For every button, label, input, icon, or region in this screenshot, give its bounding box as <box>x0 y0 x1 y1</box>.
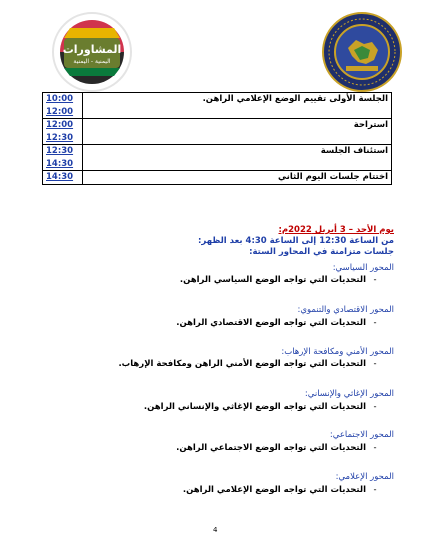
axis-title: المحور الإعلامي: <box>335 472 394 482</box>
consultations-logo <box>52 12 132 92</box>
time-cell <box>43 93 83 119</box>
time-cell <box>43 171 83 185</box>
table-row <box>43 119 392 145</box>
bullet-marker: - <box>373 359 377 369</box>
logo-title: المشاورات <box>62 43 122 56</box>
axis-item-text: التحديات التي تواجه الوضع الإغاثي والإنساني الراهن. <box>143 402 366 412</box>
schedule-table <box>42 92 392 185</box>
day-heading: يوم الأحد – 3 أبريل 2022م: <box>278 225 394 235</box>
bullet-marker: - <box>373 443 377 453</box>
bullet-marker: - <box>373 402 377 412</box>
table-row <box>43 171 392 185</box>
axis-item <box>176 443 384 454</box>
axis-item <box>144 402 384 413</box>
logo-subtitle: اليمنية - اليمنية <box>73 58 111 65</box>
axis-title: المحور الإغاثي والإنساني: <box>304 389 394 399</box>
axis-item <box>183 485 384 496</box>
time-to: 12:30 <box>46 132 74 143</box>
axis-item-text: التحديات التي تواجه الوضع الاجتماعي الراهن. <box>176 443 366 453</box>
activity-cell: استراحة <box>83 119 392 145</box>
bullet-marker: - <box>373 318 377 328</box>
axis-title: المحور الاجتماعي: <box>329 430 394 440</box>
axis-item-text: التحديات التي تواجه الوضع الاقتصادي الراهن. <box>176 318 366 328</box>
page-number: 4 <box>213 526 218 534</box>
time-from: 12:00 <box>46 120 74 130</box>
time-from: 14:30 <box>46 172 74 182</box>
axis-item <box>176 318 384 329</box>
activity-cell: اختتام جلسات اليوم الثاني <box>83 171 392 185</box>
axis-item-text: التحديات التي تواجه الوضع السياسي الراهن. <box>179 275 366 285</box>
bullet-marker: - <box>373 485 377 495</box>
time-to: 12:00 <box>46 106 74 117</box>
sessions-intro: جلسات متزامنة في المحاور الستة: <box>249 247 394 257</box>
table-row <box>43 93 392 119</box>
gcc-emblem-logo <box>322 12 402 92</box>
axis-title: المحور السياسي: <box>332 263 394 273</box>
time-cell <box>43 145 83 171</box>
time-to: 14:30 <box>46 158 74 169</box>
activity-cell: الجلسة الأولى تقييم الوضع الإعلامي الراهن. <box>83 93 392 119</box>
time-from: 10:00 <box>46 94 74 104</box>
activity-cell: استئناف الجلسة <box>83 145 392 171</box>
axis-title: المحور الاقتصادي والتنموي: <box>297 305 394 315</box>
axis-title: المحور الأمني ومكافحة الإرهاب: <box>281 347 394 357</box>
table-row <box>43 145 392 171</box>
axis-item <box>180 275 384 286</box>
bullet-marker: - <box>373 275 377 285</box>
time-range: من الساعة 12:30 إلى الساعة 4:30 بعد الظهر: <box>198 236 394 246</box>
time-cell <box>43 119 83 145</box>
axis-item-text: التحديات التي تواجه الوضع الإعلامي الراهن. <box>182 485 366 495</box>
time-from: 12:30 <box>46 146 74 156</box>
axis-item-text: التحديات التي تواجه الوضع الأمني الراهن ومكافحة الإرهاب. <box>118 359 366 369</box>
axis-item <box>118 359 384 370</box>
